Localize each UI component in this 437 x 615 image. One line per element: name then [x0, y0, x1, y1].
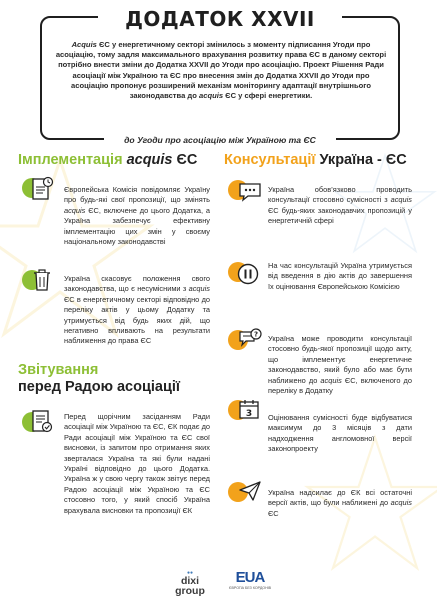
text-run: ЄС, включеного до переліку в Додатку [268, 375, 412, 396]
consultation-item-text [268, 488, 412, 519]
text-run: Оцінювання сумісності буде відбуватися максимум до 3 місяців з дати надходження англомовної версії законопроекту [268, 413, 412, 454]
chat-icon [238, 182, 262, 202]
intro-text [54, 40, 388, 101]
acquis-term: acquis [199, 91, 224, 101]
page-title: ДОДАТОК XXVII [125, 7, 315, 31]
calendar-icon [238, 398, 260, 420]
page-subtitle: до Угоди про асоціацію між Україною та ЄС [124, 135, 316, 145]
trash-icon [32, 268, 52, 292]
subtitle-wrap [104, 130, 336, 146]
report-heading-rest: перед Радою асоціації [18, 379, 181, 395]
eua-logo-mark: EUA [235, 569, 265, 586]
implementation-heading-eu: ЄС [172, 152, 198, 168]
implementation-heading-acquis: acquis [126, 152, 173, 168]
consultation-item-text [268, 334, 412, 396]
dixi-dot-icon: ●● [186, 570, 194, 576]
eua-logo [228, 570, 272, 590]
pause-icon [236, 262, 260, 286]
implementation-item-text [64, 274, 210, 347]
text-run: Перед щорічним засіданням Ради асоціації між Україною та ЄС, ЄК подає до Ради асоціації між Україною та ЄС свої висновки, із запитом про отримання яких зверталася Україна та які були надані Україні відповідно до цього Додатка. Україна ж у свою чергу також звітує перед Радою асоціації між Україною та ЄС стосовно того, у який спосіб Україна врахувала висновки та пропозиції ЄК [64, 412, 210, 515]
calendar-day: 3 [245, 409, 253, 419]
acquis-term: acquis [188, 284, 210, 294]
acquis-term: acquis [390, 195, 412, 205]
acquis-term: acquis [64, 205, 86, 215]
send-icon [238, 480, 262, 502]
dixi-logo-word: dixi [180, 575, 200, 587]
consultations-heading-parties: Україна - ЄС [319, 152, 407, 168]
acquis-term: Acquis [71, 40, 97, 49]
text-run: Європейська Комісія повідомляє Україну про будь-які свої пропозиції, що змінять [64, 185, 210, 205]
svg-text:?: ? [253, 330, 259, 339]
implementation-item-text [64, 185, 210, 247]
text-run: ЄС у енергетичному секторі змінилось з моменту підписання Угоди про асоціацію, тому задля максимального врахування розвитку права ЄС в даному секторі потрібно внести зміни до Додатка XXVII до Угоди про асоціацію. Проект Рішення Ради асоціації між Україною та ЄС про внесення змін до Додатка XXVII до Угоди про асоціацію пропонує розширений механізм моніторингу адаптації внутрішнього законодавства до [55, 40, 387, 101]
implementation-heading [18, 152, 197, 168]
dixi-group-logo [170, 570, 210, 596]
report-heading-word: Звітування [18, 362, 99, 378]
text-run: ЄС, включене до цього Додатка, а Україна забезпечує ефективну імплементацію цих змін у своєму національному законодавстві [64, 205, 210, 247]
text-run: Україна надсилає до ЄК всі остаточні версії актів, що були наближені до [268, 488, 412, 508]
text-run: ЄС [268, 508, 279, 518]
chat-question-icon [238, 328, 262, 350]
dixi-logo-word2: group [175, 585, 205, 597]
text-run: Україна обов’язково проводить консультації стосовно сумісності з [268, 185, 412, 205]
title-wrap [98, 6, 342, 32]
text-run: ЄС у сфері енергетики. [223, 91, 313, 101]
acquis-term: acquis [320, 375, 342, 385]
report-heading [18, 362, 180, 396]
text-run: ЄС будь-яких законодавчих пропозицій у енергетичній сфері [268, 205, 412, 226]
text-run: Україна скасовує положення свого законодавства, що є несумісними з [64, 274, 210, 294]
acquis-term: acquis [390, 498, 412, 508]
document-check-icon [30, 408, 54, 434]
implementation-heading-word: Імплементація [18, 152, 127, 168]
document-clock-icon [30, 176, 54, 202]
consultation-item-text [268, 261, 412, 292]
consultations-heading [224, 152, 407, 168]
text-run: На час консультацій Україна утримується від введення в дію актів до завершення їх оцінювання Європейською Комісією [268, 261, 412, 291]
report-text [64, 412, 210, 516]
consultations-heading-word: Консультації [224, 152, 320, 168]
consultation-item-text [268, 413, 412, 455]
text-run: Україна може проводити консультації стосовно будь-якої пропозиції щодо акту, що імплементує енергетичне законодавство, який було або має бути наближено до [268, 334, 412, 385]
eua-logo-tagline: ЄВРОПА БЕЗ КОРДОНІВ [228, 586, 272, 590]
text-run: ЄС в енергетичному секторі відповідно до переліку актів у цьому Додатку та утримується від будь яких дій, що негативно впливають на результати наближення до права ЄС [64, 294, 210, 346]
consultation-item-text [268, 185, 412, 227]
